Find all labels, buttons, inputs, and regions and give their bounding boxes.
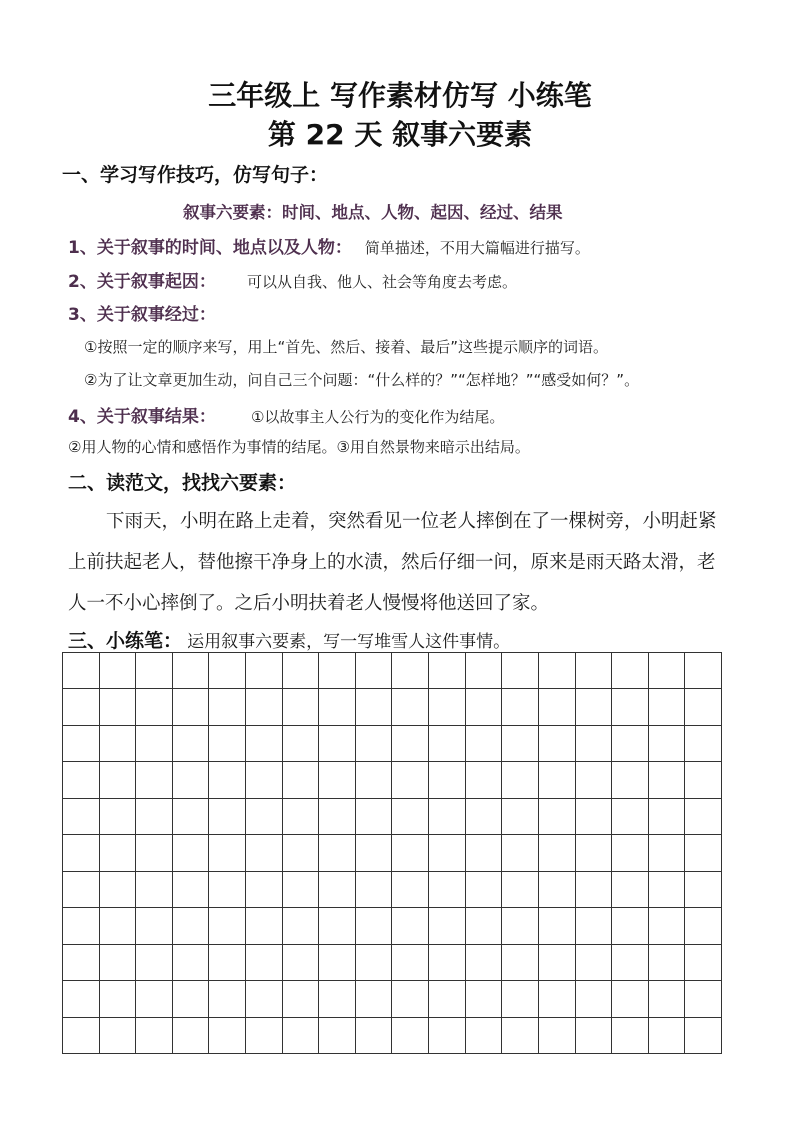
grid-cell[interactable]	[649, 908, 686, 944]
grid-cell[interactable]	[539, 835, 576, 871]
grid-cell[interactable]	[173, 799, 210, 835]
grid-cell[interactable]	[392, 653, 429, 689]
grid-cell[interactable]	[246, 653, 283, 689]
grid-cell[interactable]	[685, 908, 722, 944]
grid-cell[interactable]	[283, 689, 320, 725]
grid-cell[interactable]	[539, 653, 576, 689]
grid-cell[interactable]	[466, 908, 503, 944]
item4-label: 4、关于叙事结果：	[68, 407, 216, 427]
grid-cell[interactable]	[100, 908, 137, 944]
grid-cell[interactable]	[283, 835, 320, 871]
grid-cell[interactable]	[100, 945, 137, 981]
grid-cell[interactable]	[649, 689, 686, 725]
grid-cell[interactable]	[539, 945, 576, 981]
grid-cell[interactable]	[685, 981, 722, 1017]
grid-cell[interactable]	[539, 908, 576, 944]
grid-cell[interactable]	[246, 945, 283, 981]
grid-cell[interactable]	[356, 1018, 393, 1054]
grid-cell[interactable]	[576, 945, 613, 981]
grid-cell[interactable]	[319, 835, 356, 871]
grid-cell[interactable]	[502, 653, 539, 689]
grid-cell[interactable]	[63, 762, 100, 798]
grid-cell[interactable]	[649, 799, 686, 835]
item3-line1: ①按照一定的顺序来写，用上“首先、然后、接着、最后”这些提示顺序的词语。	[84, 338, 608, 356]
grid-cell[interactable]	[502, 908, 539, 944]
grid-cell[interactable]	[319, 1018, 356, 1054]
grid-cell[interactable]	[392, 872, 429, 908]
grid-cell[interactable]	[612, 835, 649, 871]
grid-cell[interactable]	[63, 799, 100, 835]
grid-cell[interactable]	[502, 689, 539, 725]
grid-cell[interactable]	[356, 835, 393, 871]
grid-cell[interactable]	[283, 908, 320, 944]
grid-cell[interactable]	[392, 835, 429, 871]
section3-heading: 三、小练笔：	[68, 630, 183, 652]
grid-cell[interactable]	[319, 799, 356, 835]
section1-heading: 一、学习写作技巧，仿写句子：	[62, 164, 329, 186]
grid-cell[interactable]	[100, 689, 137, 725]
grid-cell[interactable]	[649, 981, 686, 1017]
grid-cell[interactable]	[612, 726, 649, 762]
grid-cell[interactable]	[612, 908, 649, 944]
grid-cell[interactable]	[209, 872, 246, 908]
grid-cell[interactable]	[283, 762, 320, 798]
grid-cell[interactable]	[685, 726, 722, 762]
grid-cell[interactable]	[466, 835, 503, 871]
grid-cell[interactable]	[209, 653, 246, 689]
grid-cell[interactable]	[246, 1018, 283, 1054]
grid-cell[interactable]	[209, 689, 246, 725]
grid-cell[interactable]	[63, 945, 100, 981]
grid-cell[interactable]	[392, 762, 429, 798]
grid-cell[interactable]	[319, 653, 356, 689]
grid-cell[interactable]	[63, 908, 100, 944]
item2	[68, 267, 517, 292]
grid-cell[interactable]	[283, 945, 320, 981]
grid-cell[interactable]	[136, 945, 173, 981]
grid-cell[interactable]	[649, 653, 686, 689]
grid-cell[interactable]	[173, 726, 210, 762]
item4	[68, 402, 504, 427]
grid-cell[interactable]	[685, 689, 722, 725]
grid-cell[interactable]	[246, 908, 283, 944]
grid-cell[interactable]	[63, 726, 100, 762]
grid-cell[interactable]	[466, 689, 503, 725]
grid-cell[interactable]	[649, 835, 686, 871]
grid-cell[interactable]	[466, 872, 503, 908]
grid-cell[interactable]	[356, 689, 393, 725]
grid-cell[interactable]	[136, 1018, 173, 1054]
grid-cell[interactable]	[173, 981, 210, 1017]
grid-cell[interactable]	[356, 762, 393, 798]
grid-cell[interactable]	[246, 872, 283, 908]
grid-cell[interactable]	[246, 799, 283, 835]
grid-cell[interactable]	[136, 835, 173, 871]
grid-cell[interactable]	[100, 762, 137, 798]
six-elements-subtitle: 叙事六要素：时间、地点、人物、起因、经过、结果	[183, 203, 563, 222]
grid-cell[interactable]	[356, 981, 393, 1017]
grid-cell[interactable]	[576, 653, 613, 689]
grid-cell[interactable]	[319, 908, 356, 944]
grid-cell[interactable]	[136, 799, 173, 835]
grid-cell[interactable]	[576, 872, 613, 908]
grid-cell[interactable]	[685, 762, 722, 798]
grid-cell[interactable]	[392, 1018, 429, 1054]
grid-cell[interactable]	[136, 762, 173, 798]
grid-cell[interactable]	[246, 726, 283, 762]
grid-cell[interactable]	[63, 981, 100, 1017]
grid-cell[interactable]	[576, 1018, 613, 1054]
section3	[68, 626, 510, 653]
grid-cell[interactable]	[209, 835, 246, 871]
grid-cell[interactable]	[466, 1018, 503, 1054]
grid-cell[interactable]	[429, 981, 466, 1017]
grid-cell[interactable]	[576, 835, 613, 871]
grid-cell[interactable]	[100, 872, 137, 908]
grid-cell[interactable]	[319, 945, 356, 981]
grid-cell[interactable]	[283, 799, 320, 835]
grid-cell[interactable]	[502, 1018, 539, 1054]
grid-cell[interactable]	[502, 762, 539, 798]
grid-cell[interactable]	[319, 981, 356, 1017]
grid-cell[interactable]	[319, 689, 356, 725]
grid-cell[interactable]	[685, 653, 722, 689]
grid-cell[interactable]	[356, 908, 393, 944]
grid-cell[interactable]	[502, 945, 539, 981]
grid-cell[interactable]	[429, 799, 466, 835]
grid-cell[interactable]	[100, 981, 137, 1017]
grid-cell[interactable]	[100, 799, 137, 835]
grid-cell[interactable]	[173, 835, 210, 871]
writing-grid[interactable]	[62, 652, 722, 1054]
grid-cell[interactable]	[246, 981, 283, 1017]
grid-cell[interactable]	[612, 653, 649, 689]
page-subtitle: 第 22 天 叙事六要素	[267, 118, 533, 151]
grid-cell[interactable]	[63, 872, 100, 908]
grid-cell[interactable]	[246, 762, 283, 798]
grid-cell[interactable]	[576, 762, 613, 798]
grid-cell[interactable]	[63, 653, 100, 689]
grid-cell[interactable]	[63, 1018, 100, 1054]
story-line2: 上前扶起老人，替他擦干净身上的水渍，然后仔细一问，原来是雨天路太滑，老	[68, 552, 716, 573]
grid-cell[interactable]	[136, 653, 173, 689]
grid-cell[interactable]	[576, 726, 613, 762]
grid-cell[interactable]	[209, 908, 246, 944]
item1	[68, 233, 590, 258]
section2-heading: 二、读范文，找找六要素：	[68, 472, 297, 494]
grid-cell[interactable]	[209, 762, 246, 798]
grid-cell[interactable]	[539, 872, 576, 908]
grid-cell[interactable]	[356, 945, 393, 981]
grid-cell[interactable]	[649, 945, 686, 981]
grid-cell[interactable]	[173, 689, 210, 725]
grid-cell[interactable]	[136, 908, 173, 944]
grid-cell[interactable]	[612, 872, 649, 908]
grid-cell[interactable]	[685, 835, 722, 871]
grid-cell[interactable]	[392, 726, 429, 762]
grid-cell[interactable]	[429, 1018, 466, 1054]
grid-cell[interactable]	[356, 872, 393, 908]
item1-label: 1、关于叙事的时间、地点以及人物：	[68, 238, 352, 258]
grid-cell[interactable]	[576, 689, 613, 725]
grid-cell[interactable]	[466, 762, 503, 798]
grid-cell[interactable]	[173, 908, 210, 944]
grid-cell[interactable]	[539, 689, 576, 725]
grid-cell[interactable]	[283, 981, 320, 1017]
grid-cell[interactable]	[685, 945, 722, 981]
grid-cell[interactable]	[356, 653, 393, 689]
grid-cell[interactable]	[466, 726, 503, 762]
grid-cell[interactable]	[429, 872, 466, 908]
grid-cell[interactable]	[539, 1018, 576, 1054]
grid-cell[interactable]	[136, 872, 173, 908]
item4-line2: ②用人物的心情和感悟作为事情的结尾。③用自然景物来暗示出结局。	[68, 438, 530, 456]
item3-line2: ②为了让文章更加生动，问自己三个问题：“什么样的？”“怎样地？”“感受如何？”。	[84, 371, 640, 389]
grid-cell[interactable]	[392, 981, 429, 1017]
grid-cell[interactable]	[392, 689, 429, 725]
grid-cell[interactable]	[685, 799, 722, 835]
grid-cell[interactable]	[100, 726, 137, 762]
grid-cell[interactable]	[100, 653, 137, 689]
item4-text: ①以故事主人公行为的变化作为结尾。	[250, 408, 505, 426]
grid-cell[interactable]	[502, 872, 539, 908]
grid-cell[interactable]	[576, 908, 613, 944]
grid-cell[interactable]	[539, 981, 576, 1017]
item2-label: 2、关于叙事起因：	[68, 272, 216, 292]
grid-cell[interactable]	[429, 835, 466, 871]
grid-cell[interactable]	[612, 1018, 649, 1054]
grid-cell[interactable]	[649, 872, 686, 908]
grid-cell[interactable]	[502, 726, 539, 762]
grid-cell[interactable]	[209, 945, 246, 981]
grid-cell[interactable]	[319, 872, 356, 908]
grid-cell[interactable]	[63, 835, 100, 871]
grid-cell[interactable]	[502, 799, 539, 835]
grid-cell[interactable]	[173, 762, 210, 798]
grid-cell[interactable]	[429, 945, 466, 981]
grid-cell[interactable]	[283, 1018, 320, 1054]
grid-cell[interactable]	[429, 762, 466, 798]
story-line3: 人一不小心摔倒了。之后小明扶着老人慢慢将他送回了家。	[68, 593, 550, 614]
grid-cell[interactable]	[649, 762, 686, 798]
grid-cell[interactable]	[283, 653, 320, 689]
grid-cell[interactable]	[136, 981, 173, 1017]
item1-text: 简单描述，不用大篇幅进行描写。	[364, 239, 590, 257]
grid-cell[interactable]	[466, 653, 503, 689]
grid-cell[interactable]	[612, 799, 649, 835]
grid-cell[interactable]	[392, 908, 429, 944]
grid-cell[interactable]	[392, 799, 429, 835]
grid-cell[interactable]	[392, 945, 429, 981]
grid-cell[interactable]	[100, 835, 137, 871]
grid-cell[interactable]	[246, 689, 283, 725]
grid-cell[interactable]	[612, 945, 649, 981]
grid-cell[interactable]	[502, 981, 539, 1017]
grid-cell[interactable]	[612, 689, 649, 725]
grid-cell[interactable]	[136, 689, 173, 725]
grid-cell[interactable]	[100, 1018, 137, 1054]
grid-cell[interactable]	[283, 872, 320, 908]
story-line1: 下雨天，小明在路上走着，突然看见一位老人摔倒在了一棵树旁，小明赶紧	[106, 511, 717, 532]
page-title: 三年级上 写作素材仿写 小练笔	[208, 79, 592, 112]
grid-cell[interactable]	[466, 799, 503, 835]
grid-cell[interactable]	[429, 653, 466, 689]
grid-cell[interactable]	[612, 981, 649, 1017]
grid-cell[interactable]	[283, 726, 320, 762]
grid-cell[interactable]	[466, 981, 503, 1017]
grid-cell[interactable]	[539, 799, 576, 835]
grid-cell[interactable]	[209, 981, 246, 1017]
grid-cell[interactable]	[576, 799, 613, 835]
item2-text: 可以从自我、他人、社会等角度去考虑。	[246, 273, 517, 291]
grid-cell[interactable]	[685, 872, 722, 908]
grid-cell[interactable]	[136, 726, 173, 762]
grid-cell[interactable]	[209, 799, 246, 835]
grid-cell[interactable]	[173, 653, 210, 689]
grid-cell[interactable]	[429, 689, 466, 725]
grid-cell[interactable]	[429, 908, 466, 944]
grid-cell[interactable]	[209, 1018, 246, 1054]
grid-cell[interactable]	[685, 1018, 722, 1054]
grid-cell[interactable]	[173, 1018, 210, 1054]
item3-label: 3、关于叙事经过：	[68, 305, 216, 325]
grid-cell[interactable]	[356, 799, 393, 835]
grid-cell[interactable]	[63, 689, 100, 725]
grid-cell[interactable]	[649, 726, 686, 762]
grid-cell[interactable]	[612, 762, 649, 798]
grid-cell[interactable]	[356, 726, 393, 762]
grid-cell[interactable]	[539, 726, 576, 762]
grid-cell[interactable]	[429, 726, 466, 762]
grid-cell[interactable]	[319, 726, 356, 762]
grid-cell[interactable]	[649, 1018, 686, 1054]
grid-cell[interactable]	[173, 872, 210, 908]
grid-cell[interactable]	[466, 945, 503, 981]
grid-cell[interactable]	[502, 835, 539, 871]
grid-cell[interactable]	[173, 945, 210, 981]
grid-cell[interactable]	[539, 762, 576, 798]
grid-cell[interactable]	[209, 726, 246, 762]
section3-prompt: 运用叙事六要素，写一写堆雪人这件事情。	[187, 632, 511, 652]
grid-cell[interactable]	[319, 762, 356, 798]
grid-cell[interactable]	[576, 981, 613, 1017]
grid-cell[interactable]	[246, 835, 283, 871]
